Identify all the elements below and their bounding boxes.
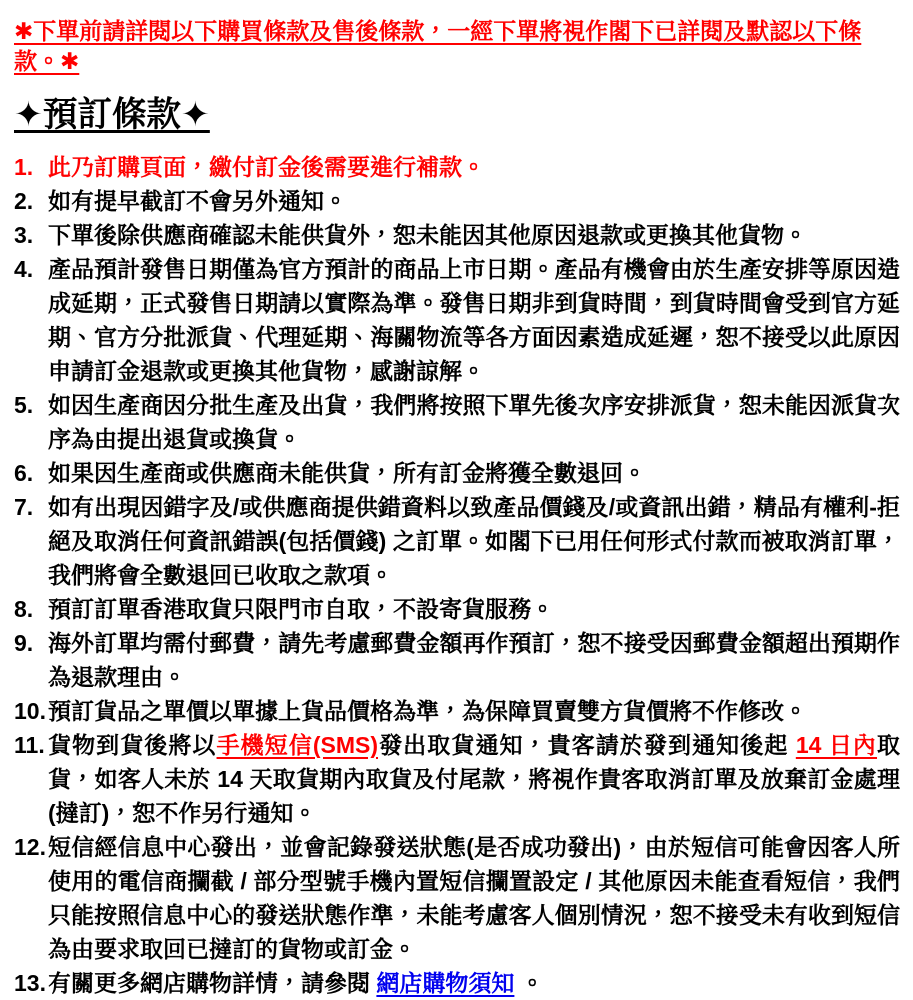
- term-segment: 發出取貨通知，貴客請於發到通知後起: [378, 732, 796, 758]
- term-segment: 此乃訂購頁面，繳付訂金後需要進行補款。: [48, 154, 485, 180]
- term-number: 1.: [14, 154, 34, 180]
- term-text: [48, 490, 900, 592]
- term-text: [48, 184, 900, 218]
- term-item-8: [14, 592, 900, 626]
- term-number: 12.: [14, 834, 46, 860]
- term-number: 10.: [14, 698, 46, 724]
- term-segment: 如果因生產商或供應商未能供貨，所有訂金將獲全數退回。: [48, 460, 646, 486]
- term-text: [48, 830, 900, 966]
- purchase-notice-header: ✱下單前請詳閱以下購買條款及售後條款，一經下單將視作閣下已詳閱及默認以下條款。✱: [14, 18, 862, 74]
- term-segment: 產品預計發售日期僅為官方預計的商品上市日期。產品有機會由於生產安排等原因造成延期，正式發售日期請以實際為準。發售日期非到貨時間，到貨時間會受到官方延期、官方分批派貨、代理延期、海關物流等各方面因素造成延遲，恕不接受以此原因申請訂金退款或更換其他貨物，感謝諒解。: [48, 256, 900, 384]
- term-segment: 有關更多網店購物詳情，請參閱: [48, 970, 377, 996]
- term-text: [48, 592, 900, 626]
- term-item-13: [14, 966, 900, 1000]
- term-segment: 取貨，如客人未於 14 天取貨期內取貨及付尾款，將視作貴客取消訂單及放棄訂金處理(撻訂)，恕不作另行通知。: [48, 732, 901, 826]
- term-segment: 海外訂單均需付郵費，請先考慮郵費金額再作預訂，恕不接受因郵費金額超出預期作為退款理由。: [48, 630, 900, 690]
- term-segment: 如有提早截訂不會另外通知。: [48, 188, 347, 214]
- terms-list: [14, 150, 900, 1000]
- term-item-12: [14, 830, 900, 966]
- term-number: 9.: [14, 630, 34, 656]
- preorder-terms-title: ✦預訂條款✦: [14, 96, 210, 134]
- term-text: [48, 456, 900, 490]
- term-item-1: [14, 150, 900, 184]
- term-segment: 如因生產商因分批生產及出貨，我們將按照下單先後次序安排派貨，恕未能因派貨次序為由提出退貨或換貨。: [48, 392, 900, 452]
- term-number: 4.: [14, 256, 34, 282]
- term-text: [48, 626, 900, 694]
- term-segment: 下單後除供應商確認未能供貨外，恕未能因其他原因退款或更換其他貨物。: [48, 222, 807, 248]
- term-number: 13.: [14, 970, 46, 996]
- term-item-2: [14, 184, 900, 218]
- term-text: [48, 218, 900, 252]
- term-number: 5.: [14, 392, 34, 418]
- term-item-4: [14, 252, 900, 388]
- term-number: 6.: [14, 460, 34, 486]
- term-segment: 預訂訂單香港取貨只限門市自取，不設寄貨服務。: [48, 596, 554, 622]
- store-shopping-guide-link[interactable]: 網店購物須知: [376, 970, 515, 996]
- term-item-7: [14, 490, 900, 592]
- term-number: 3.: [14, 222, 34, 248]
- term-text: [48, 694, 900, 728]
- pickup-deadline-emphasis: 14 日內: [795, 732, 878, 758]
- term-item-5: [14, 388, 900, 456]
- term-number: 2.: [14, 188, 34, 214]
- term-segment: 短信經信息中心發出，並會記錄發送狀態(是否成功發出)，由於短信可能會因客人所使用的電信商攔截 / 部分型號手機內置短信攔置設定 / 其他原因未能查看短信，我們只能按照信息中心的發送狀態作準，未能考慮客人個別情況，恕不接受未有收到短信為由要求取回已撻訂的貨物或訂金。: [48, 834, 900, 962]
- term-segment: 如有出現因錯字及/或供應商提供錯資料以致產品價錢及/或資訊出錯，精品有權利-拒絕及取消任何資訊錯誤(包括價錢) 之訂單。如閣下已用任何形式付款而被取消訂單，我們將會全數退回已收取之款項。: [48, 494, 900, 588]
- term-item-6: [14, 456, 900, 490]
- term-text: [48, 966, 900, 1000]
- term-item-11: [14, 728, 900, 830]
- term-text: [48, 728, 900, 830]
- term-segment: 貨物到貨後將以: [48, 732, 217, 758]
- term-segment: 預訂貨品之單價以單據上貨品價格為準，為保障買賣雙方貨價將不作修改。: [48, 698, 807, 724]
- sms-notice-emphasis: 手機短信(SMS): [216, 732, 378, 758]
- term-number: 8.: [14, 596, 34, 622]
- term-item-9: [14, 626, 900, 694]
- term-number: 7.: [14, 494, 34, 520]
- term-item-10: [14, 694, 900, 728]
- term-text: [48, 252, 900, 388]
- term-number: 11.: [14, 732, 45, 758]
- term-text: [48, 150, 900, 184]
- term-item-3: [14, 218, 900, 252]
- term-segment: 。: [514, 970, 544, 996]
- term-text: [48, 388, 900, 456]
